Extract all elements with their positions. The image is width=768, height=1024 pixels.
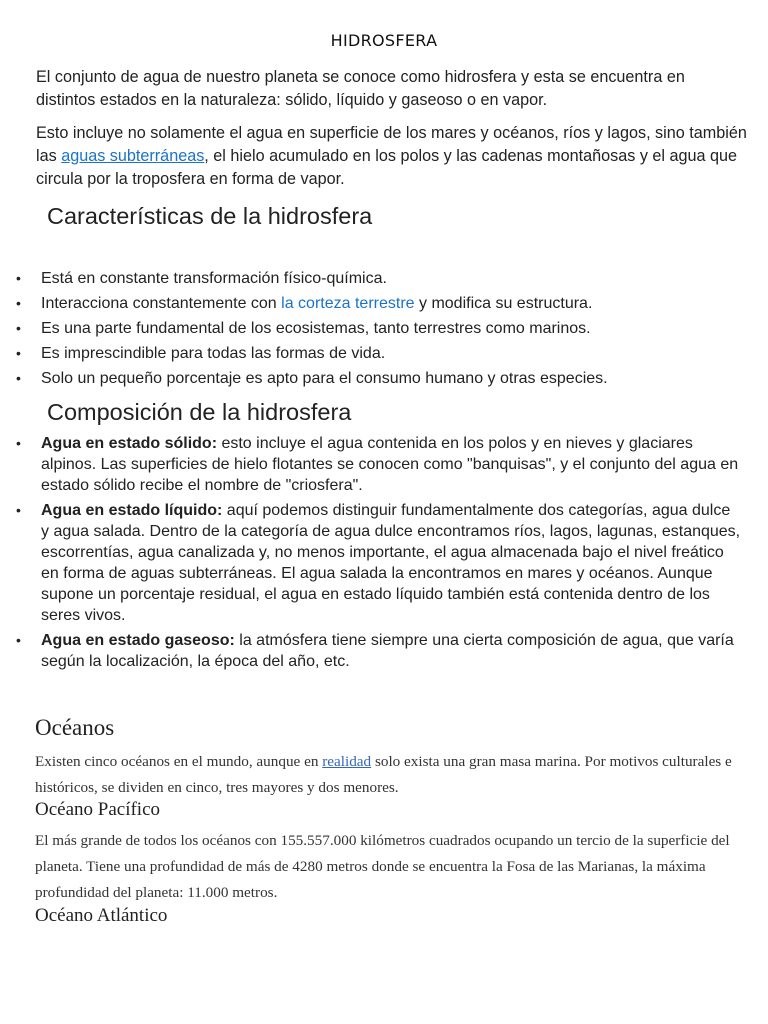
list-item-text: la atmósfera tiene siempre una cierta composición de agua, que varía según la localización, la época del año, etc. xyxy=(41,632,734,670)
intro-paragraph-1-text: El conjunto de agua de nuestro planeta se conoce como hidrosfera y esta se encuentra en distintos estados en la naturaleza: sólido, líquido y gaseoso o en vapor. xyxy=(36,68,685,109)
composicion-list xyxy=(0,433,768,672)
intro-paragraph-2 xyxy=(36,122,748,191)
caracteristicas-list xyxy=(0,268,768,393)
realidad-link[interactable]: realidad xyxy=(322,753,372,770)
composicion-heading: Composición de la hidrosfera xyxy=(47,399,352,425)
bullet-icon: • xyxy=(16,345,21,361)
oceano-pacifico-heading: Océano Pacífico xyxy=(35,799,161,820)
oceanos-paragraph-text-before: Existen cinco océanos en el mundo, aunque en xyxy=(35,753,323,770)
aguas-subterraneas-link[interactable]: aguas subterráneas xyxy=(61,147,205,165)
list-item-term: Agua en estado sólido: xyxy=(41,435,218,452)
oceano-atlantico-heading: Océano Atlántico xyxy=(35,905,168,926)
bullet-icon: • xyxy=(16,435,21,451)
list-item-text: Está en constante transformación físico-química. xyxy=(41,270,387,287)
bullet-icon: • xyxy=(16,295,21,311)
list-item-text: Es una parte fundamental de los ecosistemas, tanto terrestres como marinos. xyxy=(41,320,591,337)
list-item-term: Agua en estado gaseoso: xyxy=(41,632,235,649)
document-title: HIDROSFERA xyxy=(330,31,438,50)
intro-paragraph-1 xyxy=(36,66,748,112)
intro-paragraph-2-text-after: , el hielo acumulado en los polos y las cadenas montañosas y el agua que circula por la troposfera en forma de vapor. xyxy=(36,147,738,188)
caracteristicas-heading: Características de la hidrosfera xyxy=(47,203,373,229)
oceanos-paragraph xyxy=(35,749,740,801)
list-item xyxy=(0,343,741,368)
corteza-terrestre-link[interactable]: la corteza terrestre xyxy=(281,295,415,312)
list-item-term: Agua en estado líquido: xyxy=(41,502,223,519)
bullet-icon: • xyxy=(16,320,21,336)
bullet-icon: • xyxy=(16,270,21,286)
list-item xyxy=(0,268,741,293)
bullet-icon: • xyxy=(16,502,21,518)
list-item xyxy=(0,500,741,626)
list-item-text: aquí podemos distinguir fundamentalmente dos categorías, agua dulce y agua salada. Dentro de la categoría de agua dulce encontramos ríos, lagos, lagunas, estanques, escorrentías, agua canalizada y, no menos importante, el agua almacenada bajo el nivel freático en forma de aguas subterráneas. El agua salada la encontramos en mares y océanos. Aunque supone un porcentaje residual, el agua en estado líquido también está contenida dentro de los seres vivos. xyxy=(41,502,741,624)
list-item xyxy=(0,293,741,318)
list-item-text: Solo un pequeño porcentaje es apto para el consumo humano y otras especies. xyxy=(41,370,608,387)
list-item xyxy=(0,318,741,343)
list-item-text: Es imprescindible para todas las formas de vida. xyxy=(41,345,386,362)
oceanos-paragraph-text-after: solo exista una gran masa marina. Por motivos culturales e históricos, se dividen en cinco, tres mayores y dos menores. xyxy=(35,753,732,796)
oceano-pacifico-paragraph: El más grande de todos los océanos con 155.557.000 kilómetros cuadrados ocupando un tercio de la superficie del planeta. Tiene una profundidad de más de 4280 metros donde se encuentra la Fosa de las Marianas, la máxima profundidad del planeta: 11.000 metros. xyxy=(35,832,730,901)
list-item xyxy=(0,630,741,672)
intro-paragraph-2-text-before: Esto incluye no solamente el agua en superficie de los mares y océanos, ríos y lagos, sino también las xyxy=(36,124,747,165)
list-item-text-before: Interacciona constantemente con xyxy=(41,295,282,312)
oceanos-heading: Océanos xyxy=(35,715,115,740)
list-item-text-after: y modifica su estructura. xyxy=(414,295,593,312)
bullet-icon: • xyxy=(16,632,21,648)
list-item-text: esto incluye el agua contenida en los polos y en nieves y glaciares alpinos. Las superficies de hielo flotantes se conocen como "banquisas", y el conjunto del agua en estado sólido recibe el nombre de "criosfera". xyxy=(41,435,739,494)
list-item xyxy=(0,433,741,496)
list-item xyxy=(0,368,741,393)
bullet-icon: • xyxy=(16,370,21,386)
